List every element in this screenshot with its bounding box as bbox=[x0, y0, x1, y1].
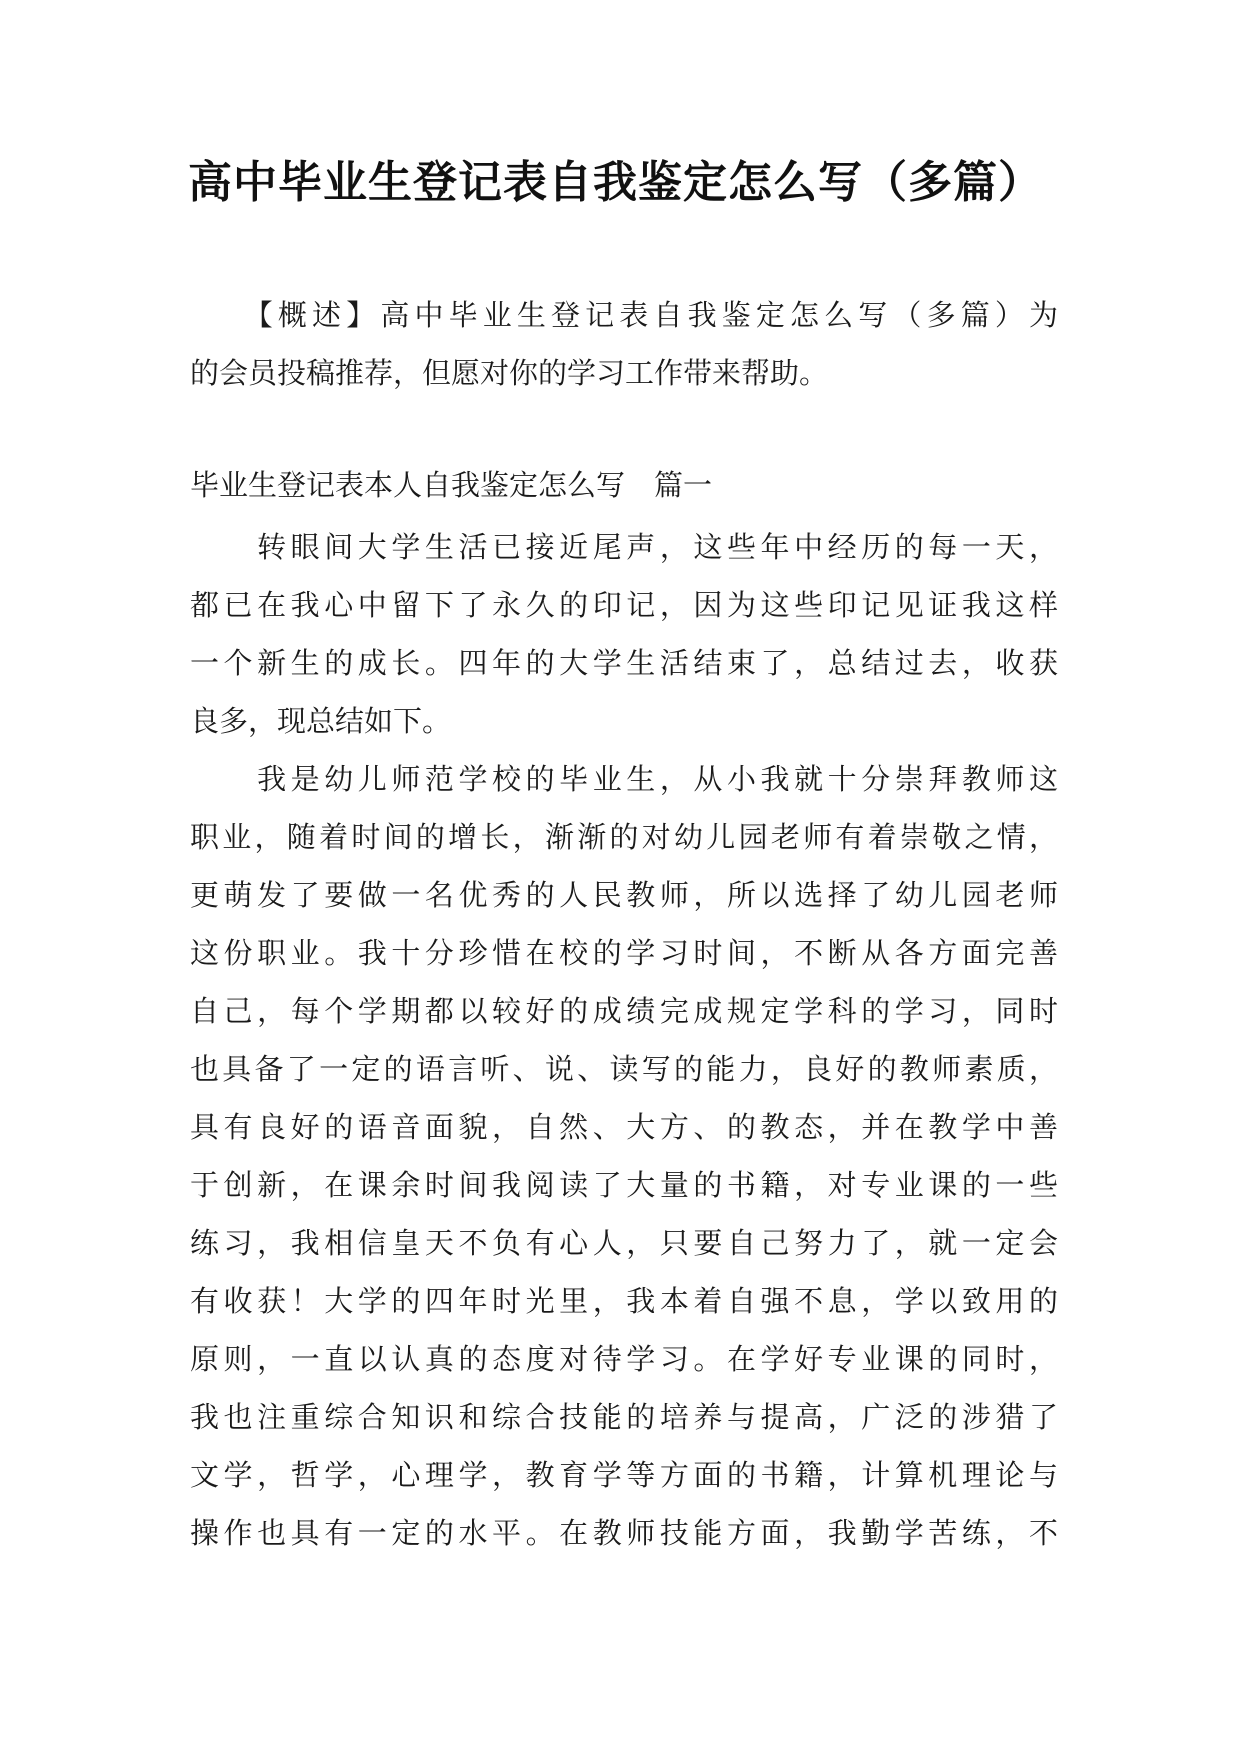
paragraph-line: 练习，我相信皇天不负有心人，只要自己努力了，就一定会 bbox=[190, 1226, 1058, 1260]
paragraph-line: 职业，随着时间的增长，渐渐的对幼儿园老师有着崇敬之情， bbox=[190, 820, 1058, 854]
paragraph-line: 这份职业。我十分珍惜在校的学习时间，不断从各方面完善 bbox=[190, 936, 1058, 970]
paragraph-line: 也具备了一定的语言听、说、读写的能力，良好的教师素质， bbox=[190, 1052, 1058, 1086]
summary-line: 的会员投稿推荐，但愿对你的学习工作带来帮助。 bbox=[190, 356, 829, 390]
document-title: 高中毕业生登记表自我鉴定怎么写（多篇） bbox=[188, 157, 1043, 208]
paragraph-line: 操作也具有一定的水平。在教师技能方面，我勤学苦练，不 bbox=[190, 1516, 1058, 1550]
summary-line: 【概述】高中毕业生登记表自我鉴定怎么写（多篇）为 bbox=[190, 298, 1058, 332]
paragraph-line: 原则，一直以认真的态度对待学习。在学好专业课的同时， bbox=[190, 1342, 1058, 1376]
paragraph-line: 自己，每个学期都以较好的成绩完成规定学科的学习，同时 bbox=[190, 994, 1058, 1028]
body-paragraph-2 bbox=[190, 750, 1058, 1562]
paragraph-line: 文学，哲学，心理学，教育学等方面的书籍，计算机理论与 bbox=[190, 1458, 1058, 1492]
paragraph-line: 都已在我心中留下了永久的印记，因为这些印记见证我这样 bbox=[190, 588, 1058, 622]
paragraph-line: 良多，现总结如下。 bbox=[190, 704, 452, 738]
paragraph-line: 有收获！大学的四年时光里，我本着自强不息，学以致用的 bbox=[190, 1284, 1058, 1318]
body-paragraph-1 bbox=[190, 518, 1058, 750]
section-heading: 毕业生登记表本人自我鉴定怎么写 篇一 bbox=[190, 468, 713, 502]
paragraph-line: 更萌发了要做一名优秀的人民教师，所以选择了幼儿园老师 bbox=[190, 878, 1058, 912]
paragraph-line: 具有良好的语音面貌，自然、大方、的教态，并在教学中善 bbox=[190, 1110, 1058, 1144]
paragraph-line: 一个新生的成长。四年的大学生活结束了，总结过去，收获 bbox=[190, 646, 1058, 680]
paragraph-line: 转眼间大学生活已接近尾声，这些年中经历的每一天， bbox=[190, 530, 1058, 564]
paragraph-line: 我也注重综合知识和综合技能的培养与提高，广泛的涉猎了 bbox=[190, 1400, 1058, 1434]
paragraph-line: 于创新，在课余时间我阅读了大量的书籍，对专业课的一些 bbox=[190, 1168, 1058, 1202]
paragraph-line: 我是幼儿师范学校的毕业生，从小我就十分崇拜教师这 bbox=[190, 762, 1058, 796]
summary-paragraph bbox=[190, 286, 1058, 402]
